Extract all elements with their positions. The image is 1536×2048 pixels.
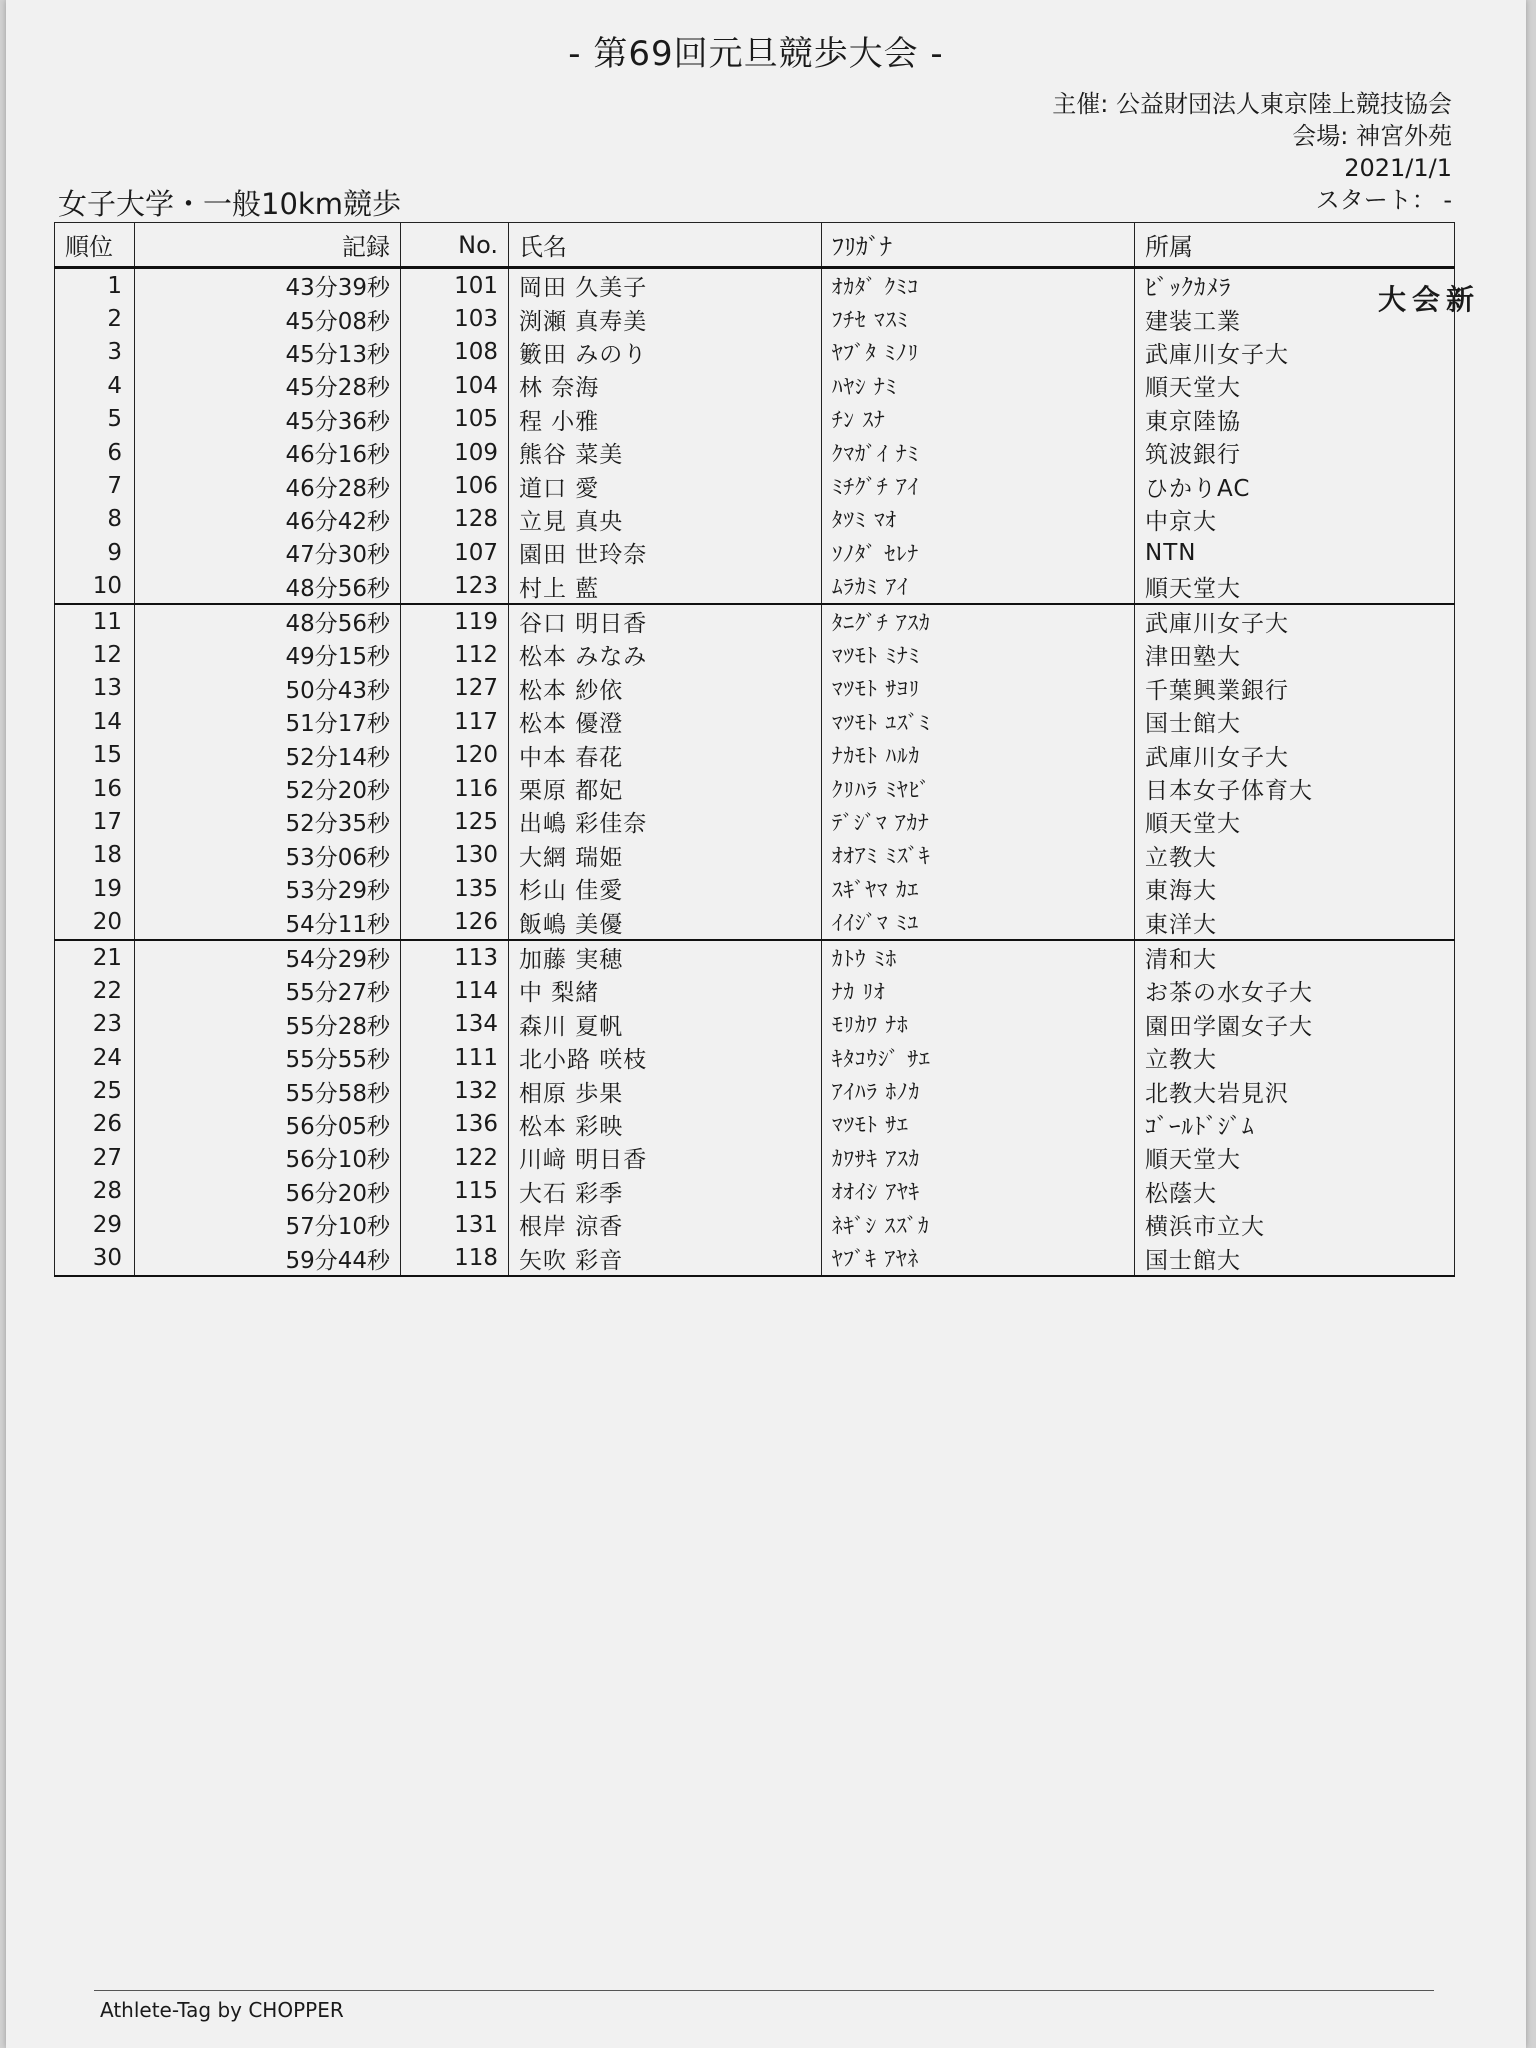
rank-cell: 8: [55, 503, 135, 536]
furigana-cell: ｵｵｲｼ ｱﾔｷ: [822, 1175, 1135, 1208]
furigana-cell: ｸﾘﾊﾗ ﾐﾔﾋﾞ: [822, 772, 1135, 805]
bib-number-cell: 114: [401, 974, 509, 1007]
bib-number-cell: 107: [401, 536, 509, 569]
affiliation-cell: 立教大: [1135, 1041, 1455, 1074]
bib-number-cell: 125: [401, 805, 509, 838]
furigana-cell: ﾏﾂﾓﾄ ﾐﾅﾐ: [822, 638, 1135, 671]
furigana-cell: ﾊﾔｼ ﾅﾐ: [822, 369, 1135, 402]
time-cell: 47分30秒: [135, 536, 401, 569]
athlete-name-cell: 松本 紗依: [509, 672, 822, 705]
bib-number-cell: 108: [401, 336, 509, 369]
header-name: 氏名: [509, 223, 822, 268]
venue-text: 会場: 神宮外苑: [1292, 122, 1452, 150]
athlete-name-cell: 園田 世玲奈: [509, 536, 822, 569]
time-cell: 56分20秒: [135, 1175, 401, 1208]
bib-number-cell: 123: [401, 570, 509, 604]
table-row: [55, 604, 1455, 638]
table-row: [55, 1175, 1455, 1208]
table-row: [55, 302, 1455, 335]
athlete-name-cell: 加藤 実穂: [509, 940, 822, 974]
athlete-name-cell: 矢吹 彩音: [509, 1241, 822, 1275]
affiliation-cell: ひかりAC: [1135, 469, 1455, 502]
affiliation-cell: ﾋﾞｯｸｶﾒﾗ: [1135, 268, 1455, 303]
rank-cell: 9: [55, 536, 135, 569]
affiliation-cell: NTN: [1135, 536, 1455, 569]
athlete-name-cell: 渕瀬 真寿美: [509, 302, 822, 335]
header-time: 記録: [135, 223, 401, 268]
time-cell: 45分28秒: [135, 369, 401, 402]
affiliation-cell: 東洋大: [1135, 905, 1455, 939]
bib-number-cell: 111: [401, 1041, 509, 1074]
athlete-name-cell: 松本 彩映: [509, 1108, 822, 1141]
rank-cell: 23: [55, 1008, 135, 1041]
rank-cell: 11: [55, 604, 135, 638]
results-body: [55, 268, 1455, 1276]
time-cell: 54分11秒: [135, 905, 401, 939]
table-row: [55, 403, 1455, 436]
athlete-name-cell: 籔田 みのり: [509, 336, 822, 369]
time-cell: 59分44秒: [135, 1241, 401, 1275]
time-cell: 49分15秒: [135, 638, 401, 671]
results-header: [55, 223, 1455, 268]
furigana-cell: ｲｲｼﾞﾏ ﾐﾕ: [822, 905, 1135, 939]
athlete-name-cell: 中 梨緒: [509, 974, 822, 1007]
affiliation-cell: 国士館大: [1135, 705, 1455, 738]
event-meta: [1052, 88, 1452, 216]
furigana-cell: ﾏﾂﾓﾄ ﾕｽﾞﾐ: [822, 705, 1135, 738]
result-sheet: [6, 0, 1526, 2048]
bib-number-cell: 117: [401, 705, 509, 738]
bib-number-cell: 128: [401, 503, 509, 536]
furigana-cell: ﾓﾘｶﾜ ﾅﾎ: [822, 1008, 1135, 1041]
time-cell: 51分17秒: [135, 705, 401, 738]
affiliation-cell: 順天堂大: [1135, 369, 1455, 402]
time-cell: 55分28秒: [135, 1008, 401, 1041]
rank-cell: 10: [55, 570, 135, 604]
affiliation-cell: 日本女子体育大: [1135, 772, 1455, 805]
athlete-name-cell: 栗原 都妃: [509, 772, 822, 805]
furigana-cell: ﾈｷﾞｼ ｽｽﾞｶ: [822, 1208, 1135, 1241]
rank-cell: 15: [55, 738, 135, 771]
affiliation-cell: 順天堂大: [1135, 570, 1455, 604]
affiliation-cell: 東京陸協: [1135, 403, 1455, 436]
table-row: [55, 1008, 1455, 1041]
furigana-cell: ｸﾏｶﾞｲ ﾅﾐ: [822, 436, 1135, 469]
rank-cell: 25: [55, 1074, 135, 1107]
table-row: [55, 469, 1455, 502]
bib-number-cell: 109: [401, 436, 509, 469]
table-row: [55, 1108, 1455, 1141]
bib-number-cell: 131: [401, 1208, 509, 1241]
affiliation-cell: 筑波銀行: [1135, 436, 1455, 469]
rank-cell: 5: [55, 403, 135, 436]
time-cell: 55分55秒: [135, 1041, 401, 1074]
furigana-cell: ﾃﾞｼﾞﾏ ｱｶﾅ: [822, 805, 1135, 838]
bib-number-cell: 106: [401, 469, 509, 502]
furigana-cell: ﾐﾁｸﾞﾁ ｱｲ: [822, 469, 1135, 502]
time-cell: 52分35秒: [135, 805, 401, 838]
time-cell: 55分27秒: [135, 974, 401, 1007]
event-name: 女子大学・一般10km競歩: [58, 187, 401, 221]
bib-number-cell: 113: [401, 940, 509, 974]
time-cell: 53分06秒: [135, 839, 401, 872]
bib-number-cell: 105: [401, 403, 509, 436]
table-row: [55, 336, 1455, 369]
table-row: [55, 536, 1455, 569]
furigana-cell: ｵｶﾀﾞ ｸﾐｺ: [822, 268, 1135, 303]
athlete-name-cell: 道口 愛: [509, 469, 822, 502]
affiliation-cell: 松蔭大: [1135, 1175, 1455, 1208]
bib-number-cell: 134: [401, 1008, 509, 1041]
table-row: [55, 1041, 1455, 1074]
rank-cell: 3: [55, 336, 135, 369]
athlete-name-cell: 村上 藍: [509, 570, 822, 604]
furigana-cell: ﾀﾆｸﾞﾁ ｱｽｶ: [822, 604, 1135, 638]
athlete-name-cell: 林 奈海: [509, 369, 822, 402]
athlete-name-cell: 松本 みなみ: [509, 638, 822, 671]
athlete-name-cell: 出嶋 彩佳奈: [509, 805, 822, 838]
athlete-name-cell: 北小路 咲枝: [509, 1041, 822, 1074]
rank-cell: 12: [55, 638, 135, 671]
table-row: [55, 940, 1455, 974]
affiliation-cell: 千葉興業銀行: [1135, 672, 1455, 705]
date-text: 2021/1/1: [1344, 154, 1452, 182]
bib-number-cell: 115: [401, 1175, 509, 1208]
time-cell: 52分20秒: [135, 772, 401, 805]
furigana-cell: ﾔﾌﾞｷ ｱﾔﾈ: [822, 1241, 1135, 1275]
time-cell: 46分16秒: [135, 436, 401, 469]
table-row: [55, 638, 1455, 671]
table-row: [55, 268, 1455, 303]
time-cell: 56分05秒: [135, 1108, 401, 1141]
bib-number-cell: 118: [401, 1241, 509, 1275]
table-row: [55, 772, 1455, 805]
page-title: - 第69回元旦競歩大会 -: [568, 34, 944, 74]
furigana-cell: ｷﾀｺｳｼﾞ ｻｴ: [822, 1041, 1135, 1074]
affiliation-cell: 建装工業: [1135, 302, 1455, 335]
affiliation-cell: 国士館大: [1135, 1241, 1455, 1275]
rank-cell: 19: [55, 872, 135, 905]
rank-cell: 24: [55, 1041, 135, 1074]
affiliation-cell: お茶の水女子大: [1135, 974, 1455, 1007]
rank-cell: 27: [55, 1141, 135, 1174]
athlete-name-cell: 根岸 涼香: [509, 1208, 822, 1241]
bib-number-cell: 101: [401, 268, 509, 303]
bib-number-cell: 120: [401, 738, 509, 771]
footer-credit: Athlete-Tag by CHOPPER: [100, 1998, 344, 2022]
affiliation-cell: 武庫川女子大: [1135, 604, 1455, 638]
time-cell: 52分14秒: [135, 738, 401, 771]
athlete-name-cell: 中本 春花: [509, 738, 822, 771]
time-cell: 43分39秒: [135, 268, 401, 303]
table-row: [55, 974, 1455, 1007]
athlete-name-cell: 熊谷 菜美: [509, 436, 822, 469]
header-rank: 順位: [55, 223, 135, 268]
table-row: [55, 872, 1455, 905]
rank-cell: 29: [55, 1208, 135, 1241]
rank-cell: 7: [55, 469, 135, 502]
furigana-cell: ﾅｶ ﾘｵ: [822, 974, 1135, 1007]
athlete-name-cell: 大石 彩季: [509, 1175, 822, 1208]
bib-number-cell: 127: [401, 672, 509, 705]
affiliation-cell: 園田学園女子大: [1135, 1008, 1455, 1041]
rank-cell: 6: [55, 436, 135, 469]
athlete-name-cell: 大網 瑞姫: [509, 839, 822, 872]
furigana-cell: ｶﾜｻｷ ｱｽｶ: [822, 1141, 1135, 1174]
rank-cell: 16: [55, 772, 135, 805]
furigana-cell: ﾏﾂﾓﾄ ｻﾖﾘ: [822, 672, 1135, 705]
furigana-cell: ｱｲﾊﾗ ﾎﾉｶ: [822, 1074, 1135, 1107]
furigana-cell: ｶﾄｳ ﾐﾎ: [822, 940, 1135, 974]
table-row: [55, 738, 1455, 771]
bib-number-cell: 104: [401, 369, 509, 402]
rank-cell: 18: [55, 839, 135, 872]
furigana-cell: ｿﾉﾀﾞ ｾﾚﾅ: [822, 536, 1135, 569]
footer-divider: [94, 1990, 1434, 1991]
table-row: [55, 705, 1455, 738]
furigana-cell: ﾑﾗｶﾐ ｱｲ: [822, 570, 1135, 604]
affiliation-cell: 順天堂大: [1135, 1141, 1455, 1174]
bib-number-cell: 103: [401, 302, 509, 335]
affiliation-cell: 武庫川女子大: [1135, 738, 1455, 771]
table-row: [55, 1208, 1455, 1241]
affiliation-cell: 津田塾大: [1135, 638, 1455, 671]
athlete-name-cell: 谷口 明日香: [509, 604, 822, 638]
time-cell: 45分08秒: [135, 302, 401, 335]
furigana-cell: ﾏﾂﾓﾄ ｻｴ: [822, 1108, 1135, 1141]
rank-cell: 21: [55, 940, 135, 974]
rank-cell: 2: [55, 302, 135, 335]
furigana-cell: ﾁﾝ ｽﾅ: [822, 403, 1135, 436]
results-table: [54, 222, 1455, 1277]
table-row: [55, 1074, 1455, 1107]
rank-cell: 26: [55, 1108, 135, 1141]
affiliation-cell: 順天堂大: [1135, 805, 1455, 838]
affiliation-cell: 武庫川女子大: [1135, 336, 1455, 369]
time-cell: 46分28秒: [135, 469, 401, 502]
rank-cell: 1: [55, 268, 135, 303]
table-row: [55, 1141, 1455, 1174]
table-row: [55, 369, 1455, 402]
rank-cell: 13: [55, 672, 135, 705]
table-row: [55, 805, 1455, 838]
rank-cell: 20: [55, 905, 135, 939]
time-cell: 53分29秒: [135, 872, 401, 905]
bib-number-cell: 116: [401, 772, 509, 805]
start-text: スタート： -: [1315, 186, 1452, 214]
athlete-name-cell: 相原 歩果: [509, 1074, 822, 1107]
furigana-cell: ﾔﾌﾞﾀ ﾐﾉﾘ: [822, 336, 1135, 369]
bib-number-cell: 130: [401, 839, 509, 872]
meet-record-mark: 大会新: [1378, 283, 1481, 316]
affiliation-cell: 東海大: [1135, 872, 1455, 905]
table-row: [55, 503, 1455, 536]
athlete-name-cell: 程 小雅: [509, 403, 822, 436]
furigana-cell: ﾀﾂﾐ ﾏｵ: [822, 503, 1135, 536]
table-row: [55, 1241, 1455, 1275]
table-row: [55, 839, 1455, 872]
furigana-cell: ﾅｶﾓﾄ ﾊﾙｶ: [822, 738, 1135, 771]
affiliation-cell: 中京大: [1135, 503, 1455, 536]
bib-number-cell: 112: [401, 638, 509, 671]
time-cell: 48分56秒: [135, 604, 401, 638]
time-cell: 57分10秒: [135, 1208, 401, 1241]
furigana-cell: ｵｵｱﾐ ﾐｽﾞｷ: [822, 839, 1135, 872]
table-row: [55, 436, 1455, 469]
header-kana: ﾌﾘｶﾞﾅ: [822, 223, 1135, 268]
bib-number-cell: 122: [401, 1141, 509, 1174]
athlete-name-cell: 立見 真央: [509, 503, 822, 536]
athlete-name-cell: 川﨑 明日香: [509, 1141, 822, 1174]
furigana-cell: ｽｷﾞﾔﾏ ｶｴ: [822, 872, 1135, 905]
affiliation-cell: 北教大岩見沢: [1135, 1074, 1455, 1107]
rank-cell: 22: [55, 974, 135, 1007]
table-row: [55, 905, 1455, 939]
time-cell: 46分42秒: [135, 503, 401, 536]
athlete-name-cell: 森川 夏帆: [509, 1008, 822, 1041]
athlete-name-cell: 岡田 久美子: [509, 268, 822, 303]
affiliation-cell: 立教大: [1135, 839, 1455, 872]
time-cell: 45分36秒: [135, 403, 401, 436]
time-cell: 56分10秒: [135, 1141, 401, 1174]
rank-cell: 14: [55, 705, 135, 738]
time-cell: 50分43秒: [135, 672, 401, 705]
athlete-name-cell: 飯嶋 美優: [509, 905, 822, 939]
time-cell: 54分29秒: [135, 940, 401, 974]
bib-number-cell: 135: [401, 872, 509, 905]
affiliation-cell: 清和大: [1135, 940, 1455, 974]
table-row: [55, 570, 1455, 604]
rank-cell: 30: [55, 1241, 135, 1275]
athlete-name-cell: 杉山 佳愛: [509, 872, 822, 905]
rank-cell: 17: [55, 805, 135, 838]
athlete-name-cell: 松本 優澄: [509, 705, 822, 738]
affiliation-cell: 横浜市立大: [1135, 1208, 1455, 1241]
time-cell: 55分58秒: [135, 1074, 401, 1107]
bib-number-cell: 132: [401, 1074, 509, 1107]
affiliation-cell: ｺﾞｰﾙﾄﾞｼﾞﾑ: [1135, 1108, 1455, 1141]
time-cell: 48分56秒: [135, 570, 401, 604]
bib-number-cell: 119: [401, 604, 509, 638]
bib-number-cell: 126: [401, 905, 509, 939]
bib-number-cell: 136: [401, 1108, 509, 1141]
header-team: 所属: [1135, 223, 1455, 268]
furigana-cell: ﾌﾁｾ ﾏｽﾐ: [822, 302, 1135, 335]
rank-cell: 4: [55, 369, 135, 402]
organizer-text: 主催: 公益財団法人東京陸上競技協会: [1052, 90, 1452, 118]
rank-cell: 28: [55, 1175, 135, 1208]
header-no: No.: [401, 223, 509, 268]
table-row: [55, 672, 1455, 705]
time-cell: 45分13秒: [135, 336, 401, 369]
